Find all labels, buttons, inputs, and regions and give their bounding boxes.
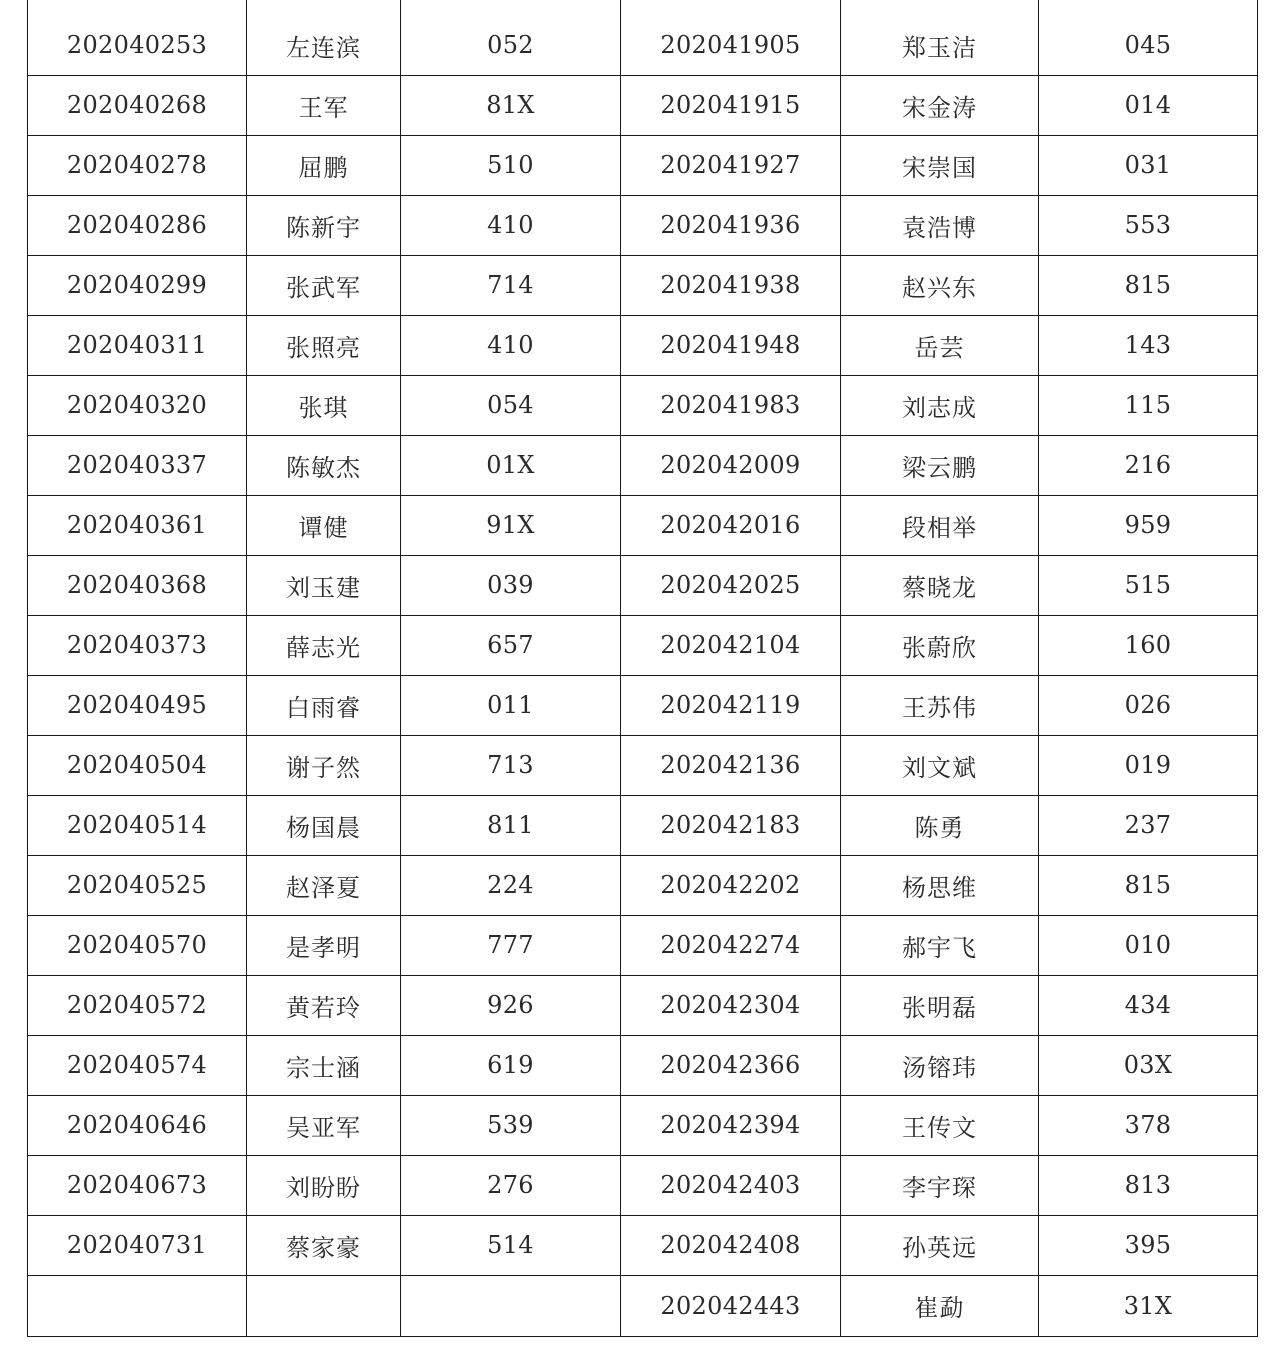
student-name-cell: 孙英远 xyxy=(841,1215,1039,1275)
student-name-cell: 陈敏杰 xyxy=(247,435,401,495)
student-id-cell: 202040373 xyxy=(28,615,247,675)
table-row xyxy=(28,75,1258,135)
student-name-cell: 薛志光 xyxy=(247,615,401,675)
student-id-cell: 202041927 xyxy=(621,135,841,195)
student-name-cell: 屈鹏 xyxy=(247,135,401,195)
id-suffix-cell: 91X xyxy=(401,495,621,555)
student-id-cell: 202042443 xyxy=(621,1275,841,1336)
student-id-cell: 202040504 xyxy=(28,735,247,795)
table-row xyxy=(28,1155,1258,1215)
student-id-cell: 202040311 xyxy=(28,315,247,375)
student-id-cell: 202042016 xyxy=(621,495,841,555)
student-id-cell: 202042202 xyxy=(621,855,841,915)
student-id-cell: 202042403 xyxy=(621,1155,841,1215)
id-suffix-cell: 777 xyxy=(401,915,621,975)
student-name-cell: 岳芸 xyxy=(841,315,1039,375)
student-name-cell: 黄若玲 xyxy=(247,975,401,1035)
id-suffix-cell: 224 xyxy=(401,855,621,915)
roster-table xyxy=(27,0,1258,1337)
student-id-cell: 202042104 xyxy=(621,615,841,675)
student-name-cell: 陈勇 xyxy=(841,795,1039,855)
id-suffix-cell: 515 xyxy=(1039,555,1258,615)
table-row xyxy=(28,615,1258,675)
id-suffix-cell: 01X xyxy=(401,435,621,495)
student-id-cell: 202040574 xyxy=(28,1035,247,1095)
id-suffix-cell: 539 xyxy=(401,1095,621,1155)
table-row xyxy=(28,435,1258,495)
student-name-cell: 刘玉建 xyxy=(247,555,401,615)
student-name-cell: 段相举 xyxy=(841,495,1039,555)
table-row xyxy=(28,375,1258,435)
student-name-cell: 蔡晓龙 xyxy=(841,555,1039,615)
student-name-cell: 是孝明 xyxy=(247,915,401,975)
student-name-cell: 陈新宇 xyxy=(247,195,401,255)
student-id-cell: 202040646 xyxy=(28,1095,247,1155)
table-row xyxy=(28,1275,1258,1336)
id-suffix-cell: 410 xyxy=(401,315,621,375)
table-row xyxy=(28,915,1258,975)
student-id-cell: 202040572 xyxy=(28,975,247,1035)
id-suffix-cell: 619 xyxy=(401,1035,621,1095)
table-row xyxy=(28,735,1258,795)
student-id-cell: 202040361 xyxy=(28,495,247,555)
id-suffix-cell: 815 xyxy=(1039,255,1258,315)
id-suffix-cell: 031 xyxy=(1039,135,1258,195)
student-name-cell: 梁云鹏 xyxy=(841,435,1039,495)
student-id-cell: 202042025 xyxy=(621,555,841,615)
id-suffix-cell: 713 xyxy=(401,735,621,795)
id-suffix-cell: 045 xyxy=(1039,0,1258,75)
student-name-cell: 张琪 xyxy=(247,375,401,435)
table-row xyxy=(28,1215,1258,1275)
student-name-cell: 蔡家豪 xyxy=(247,1215,401,1275)
student-name-cell: 谭健 xyxy=(247,495,401,555)
student-id-cell: 202040253 xyxy=(28,0,247,75)
student-name-cell: 吴亚军 xyxy=(247,1095,401,1155)
id-suffix-cell: 019 xyxy=(1039,735,1258,795)
id-suffix-cell: 815 xyxy=(1039,855,1258,915)
student-name-cell: 赵兴东 xyxy=(841,255,1039,315)
student-name-cell: 赵泽夏 xyxy=(247,855,401,915)
student-id-cell: 202042009 xyxy=(621,435,841,495)
table-row xyxy=(28,315,1258,375)
student-name-cell: 白雨睿 xyxy=(247,675,401,735)
student-name-cell: 汤镕玮 xyxy=(841,1035,1039,1095)
id-suffix-cell: 054 xyxy=(401,375,621,435)
table-row xyxy=(28,135,1258,195)
id-suffix-cell: 039 xyxy=(401,555,621,615)
table-row xyxy=(28,975,1258,1035)
student-id-cell: 202042304 xyxy=(621,975,841,1035)
id-suffix-cell: 31X xyxy=(1039,1275,1258,1336)
student-id-cell: 202042408 xyxy=(621,1215,841,1275)
student-id-cell: 202041936 xyxy=(621,195,841,255)
student-name-cell: 张明磊 xyxy=(841,975,1039,1035)
id-suffix-cell: 553 xyxy=(1039,195,1258,255)
id-suffix-cell: 811 xyxy=(401,795,621,855)
student-id-cell xyxy=(28,1275,247,1336)
student-name-cell: 郝宇飞 xyxy=(841,915,1039,975)
id-suffix-cell: 395 xyxy=(1039,1215,1258,1275)
student-name-cell: 王苏伟 xyxy=(841,675,1039,735)
id-suffix-cell: 216 xyxy=(1039,435,1258,495)
table-row xyxy=(28,675,1258,735)
id-suffix-cell: 115 xyxy=(1039,375,1258,435)
student-id-cell: 202042394 xyxy=(621,1095,841,1155)
id-suffix-cell: 410 xyxy=(401,195,621,255)
table-row xyxy=(28,195,1258,255)
id-suffix-cell: 510 xyxy=(401,135,621,195)
student-name-cell: 张蔚欣 xyxy=(841,615,1039,675)
student-name-cell: 崔勐 xyxy=(841,1275,1039,1336)
student-name-cell xyxy=(247,1275,401,1336)
student-id-cell: 202040286 xyxy=(28,195,247,255)
student-name-cell: 左连滨 xyxy=(247,0,401,75)
student-id-cell: 202042366 xyxy=(621,1035,841,1095)
table-row xyxy=(28,555,1258,615)
student-name-cell: 张武军 xyxy=(247,255,401,315)
id-suffix-cell: 81X xyxy=(401,75,621,135)
id-suffix-cell: 276 xyxy=(401,1155,621,1215)
student-name-cell: 袁浩博 xyxy=(841,195,1039,255)
id-suffix-cell: 514 xyxy=(401,1215,621,1275)
student-id-cell: 202040268 xyxy=(28,75,247,135)
student-name-cell: 杨思维 xyxy=(841,855,1039,915)
id-suffix-cell: 014 xyxy=(1039,75,1258,135)
student-id-cell: 202042274 xyxy=(621,915,841,975)
student-id-cell: 202040337 xyxy=(28,435,247,495)
student-id-cell: 202041915 xyxy=(621,75,841,135)
student-id-cell: 202040278 xyxy=(28,135,247,195)
student-id-cell: 202040570 xyxy=(28,915,247,975)
id-suffix-cell: 160 xyxy=(1039,615,1258,675)
table-row xyxy=(28,0,1258,75)
id-suffix-cell: 657 xyxy=(401,615,621,675)
student-id-cell: 202040299 xyxy=(28,255,247,315)
student-name-cell: 宗士涵 xyxy=(247,1035,401,1095)
student-name-cell: 李宇琛 xyxy=(841,1155,1039,1215)
student-name-cell: 宋崇国 xyxy=(841,135,1039,195)
student-name-cell: 王传文 xyxy=(841,1095,1039,1155)
student-id-cell: 202042183 xyxy=(621,795,841,855)
id-suffix-cell: 143 xyxy=(1039,315,1258,375)
student-id-cell: 202040731 xyxy=(28,1215,247,1275)
id-suffix-cell: 237 xyxy=(1039,795,1258,855)
student-id-cell: 202040514 xyxy=(28,795,247,855)
student-id-cell: 202041983 xyxy=(621,375,841,435)
id-suffix-cell: 926 xyxy=(401,975,621,1035)
student-id-cell: 202041938 xyxy=(621,255,841,315)
id-suffix-cell: 378 xyxy=(1039,1095,1258,1155)
id-suffix-cell: 959 xyxy=(1039,495,1258,555)
table-row xyxy=(28,855,1258,915)
table-row xyxy=(28,255,1258,315)
id-suffix-cell: 434 xyxy=(1039,975,1258,1035)
id-suffix-cell: 052 xyxy=(401,0,621,75)
student-id-cell: 202041948 xyxy=(621,315,841,375)
student-id-cell: 202040320 xyxy=(28,375,247,435)
id-suffix-cell: 011 xyxy=(401,675,621,735)
student-name-cell: 郑玉洁 xyxy=(841,0,1039,75)
student-id-cell: 202041905 xyxy=(621,0,841,75)
id-suffix-cell: 813 xyxy=(1039,1155,1258,1215)
table-row xyxy=(28,495,1258,555)
student-name-cell: 张照亮 xyxy=(247,315,401,375)
roster-sheet xyxy=(27,0,1257,1337)
student-name-cell: 刘文斌 xyxy=(841,735,1039,795)
student-name-cell: 杨国晨 xyxy=(247,795,401,855)
student-name-cell: 王军 xyxy=(247,75,401,135)
id-suffix-cell xyxy=(401,1275,621,1336)
student-id-cell: 202040495 xyxy=(28,675,247,735)
student-name-cell: 宋金涛 xyxy=(841,75,1039,135)
id-suffix-cell: 026 xyxy=(1039,675,1258,735)
student-name-cell: 刘盼盼 xyxy=(247,1155,401,1215)
table-row xyxy=(28,1035,1258,1095)
table-row xyxy=(28,795,1258,855)
id-suffix-cell: 010 xyxy=(1039,915,1258,975)
student-name-cell: 谢子然 xyxy=(247,735,401,795)
id-suffix-cell: 714 xyxy=(401,255,621,315)
student-id-cell: 202042119 xyxy=(621,675,841,735)
table-row xyxy=(28,1095,1258,1155)
student-id-cell: 202040368 xyxy=(28,555,247,615)
id-suffix-cell: 03X xyxy=(1039,1035,1258,1095)
student-id-cell: 202040673 xyxy=(28,1155,247,1215)
student-id-cell: 202042136 xyxy=(621,735,841,795)
student-id-cell: 202040525 xyxy=(28,855,247,915)
student-name-cell: 刘志成 xyxy=(841,375,1039,435)
